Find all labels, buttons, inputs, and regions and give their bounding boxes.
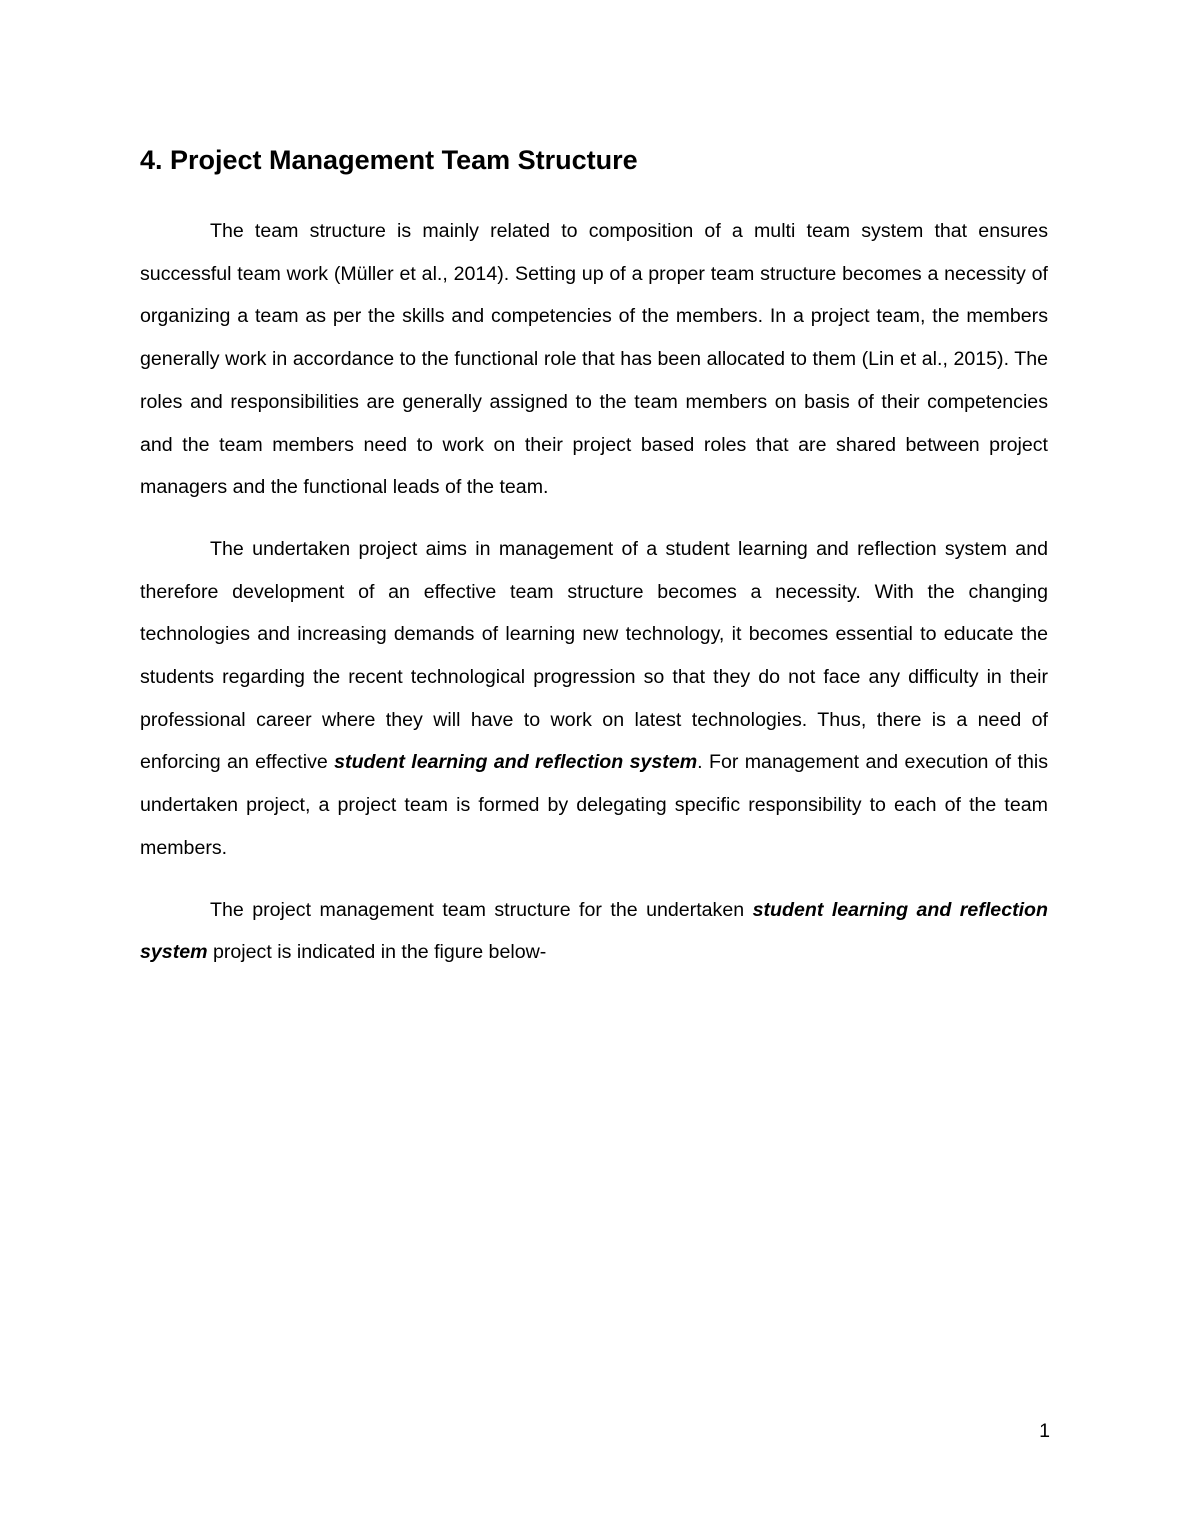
body-text [140,210,1048,974]
page-number: 1 [1039,1420,1050,1442]
paragraph-undertaken-project [140,528,1048,870]
paragraph-figure-intro [140,889,1048,974]
paragraph-team-structure-intro: The team structure is mainly related to composition of a multi team system that ensures successful team work (Müller et al., 2014). Setting up of a proper team structure becomes a necessity of organizing a team as per the skills and competencies of the members. In a project team, the members generally work in accordance to the functional role that has been allocated to them (Lin et al., 2015). The roles and responsibilities are generally assigned to the team members on basis of their competencies and the team members need to work on their project based roles that are shared between project managers and the functional leads of the team. [140,220,1048,499]
paragraph-text: The project management team structure for the undertaken [210,898,753,921]
paragraph-text: The undertaken project aims in management of a student learning and reflection system and therefore development of an effective team structure becomes a necessity. With the changing technologies and increasing demands of learning new technology, it becomes essential to educate the students regarding the recent technological progression so that they do not face any difficulty in their professional career where they will have to work on latest technologies. Thus, there is a need of enforcing an effective [140,537,1048,774]
paragraph-text: project is indicated in the figure below- [207,941,547,964]
emphasized-project-name: student learning and reflection system [334,751,698,774]
section-heading: 4. Project Management Team Structure [140,145,638,175]
paragraph-text: . For management and execution of this undertaken project, a project team is formed by delegating specific responsibility to each of the team members. [140,751,1048,859]
emphasized-project-name: student learning and reflection system [140,898,1048,964]
